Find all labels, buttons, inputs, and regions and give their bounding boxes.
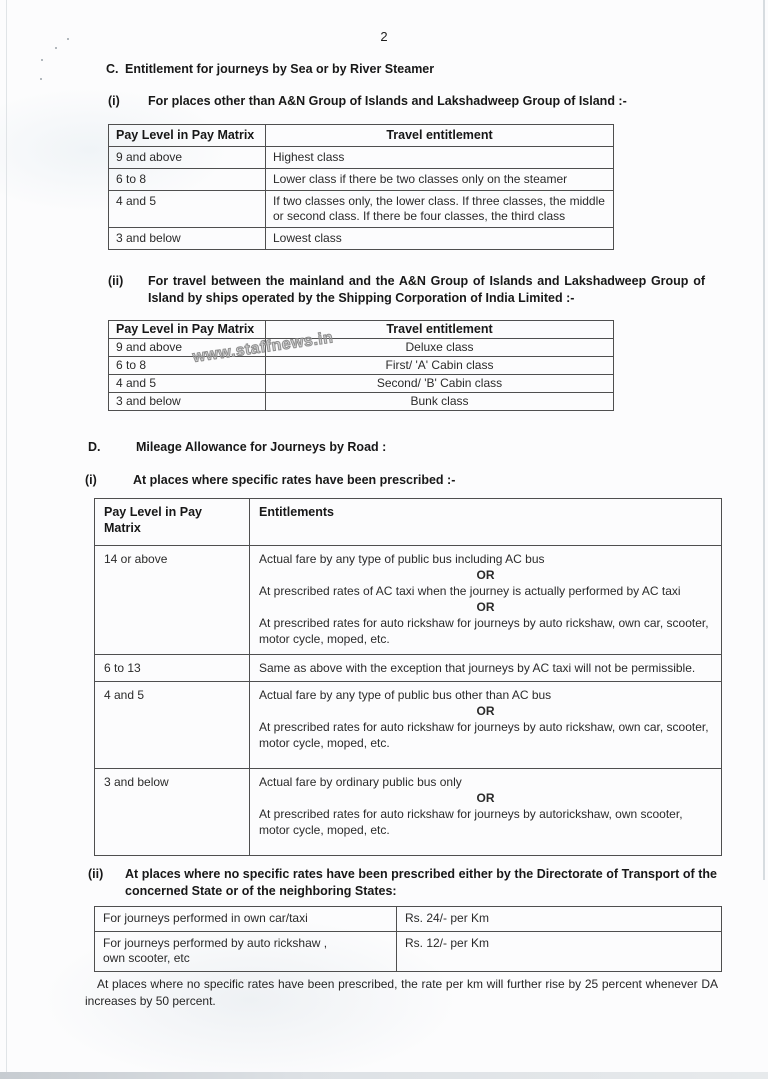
table-cell: Rs. 12/- per Km: [397, 932, 722, 972]
item-i-text: For places other than A&N Group of Islands and Lakshadweep Group of Island :-: [148, 94, 627, 108]
table-cell: 14 or above: [95, 546, 250, 655]
or-separator: OR: [476, 704, 495, 718]
table-cell: 9 and above: [109, 339, 266, 357]
section-c-title: Entitlement for journeys by Sea or by River Steamer: [125, 62, 435, 76]
entitlement-line: Actual fare by any type of public bus including AC bus: [259, 552, 545, 566]
entitlement-line: Actual fare by any type of public bus other than AC bus: [259, 688, 552, 702]
section-c-label: C.: [106, 62, 119, 76]
watermark: www.staffnews.in: [191, 329, 335, 366]
road-mileage-table: [94, 498, 722, 856]
section-d-item-ii: [88, 866, 768, 900]
section-c-heading: [106, 61, 768, 78]
table-cell: Lowest class: [266, 228, 614, 250]
table-row: [95, 682, 722, 769]
table-cell: Second/ 'B' Cabin class: [266, 375, 614, 393]
scan-speckle: [55, 47, 57, 49]
section-d-item-i: [85, 472, 768, 489]
section-c-item-ii: [108, 273, 768, 307]
item-ii-text: For travel between the mainland and the A&N Group of Islands and Lakshadweep Group of Island by ships operated by the Shipping Corporation of India Limited :-: [148, 274, 705, 305]
table-row: [109, 339, 614, 357]
item-i-label: (i): [108, 94, 120, 108]
table-row: [109, 357, 614, 375]
table-cell: 6 to 8: [109, 169, 266, 191]
item-ii-label: (ii): [88, 867, 104, 881]
table-cell: 3 and below: [95, 769, 250, 856]
table-row: [95, 655, 722, 682]
entitlement-line: Same as above with the exception that journeys by AC taxi will not be permissible.: [259, 661, 696, 675]
table-cell: 4 and 5: [109, 375, 266, 393]
table-header-row: [109, 125, 614, 147]
scan-left-edge: [6, 0, 7, 1079]
table-cell: 6 to 8: [109, 357, 266, 375]
table-row: [109, 375, 614, 393]
scan-bottom-shadow: [0, 1072, 768, 1079]
table-row: [109, 228, 614, 250]
section-c-item-i: [108, 93, 768, 110]
table-cell: [95, 932, 397, 972]
table-row: [95, 907, 722, 932]
entitlement-line: At prescribed rates for auto rickshaw for journeys by auto rickshaw, own car, scooter, motor cycle, moped, etc.: [259, 616, 709, 646]
section-d-title: Mileage Allowance for Journeys by Road :: [136, 440, 387, 454]
table-cell: [95, 907, 397, 932]
table-row: [95, 769, 722, 856]
journey-type: For journeys performed in own car/taxi: [103, 911, 308, 925]
scan-right-edge: [763, 0, 765, 880]
table-cell: Deluxe class: [266, 339, 614, 357]
table-cell: 6 to 13: [95, 655, 250, 682]
section-d-label: D.: [88, 440, 101, 454]
sea-entitlement-table: [108, 124, 614, 250]
table-header-cell: Travel entitlement: [266, 321, 614, 339]
table-header-cell: Pay Level in Pay Matrix: [109, 321, 266, 339]
item-ii-label: (ii): [108, 274, 124, 288]
table-cell: Lower class if there be two classes only on the steamer: [266, 169, 614, 191]
scan-speckle: [67, 38, 69, 40]
table-cell: First/ 'A' Cabin class: [266, 357, 614, 375]
table-header-cell: Pay Level in Pay Matrix: [95, 499, 250, 546]
table-cell: [250, 655, 722, 682]
entitlement-line: At prescribed rates for auto rickshaw for journeys by autorickshaw, own scooter, motor cycle, moped, etc.: [259, 807, 683, 837]
item-i-label: (i): [85, 473, 97, 487]
table-cell: If two classes only, the lower class. If three classes, the middle or second class. If there be four classes, the third class: [266, 191, 614, 228]
entitlement-line: At prescribed rates for auto rickshaw for journeys by auto rickshaw, own car, scooter, motor cycle, moped, etc.: [259, 720, 709, 750]
table-cell: [250, 546, 722, 655]
table-cell: 9 and above: [109, 147, 266, 169]
table-cell: Rs. 24/- per Km: [397, 907, 722, 932]
scan-speckle: [40, 78, 42, 80]
journey-type: own scooter, etc: [103, 951, 190, 965]
table-row: [109, 393, 614, 411]
table-header-cell: Travel entitlement: [266, 125, 614, 147]
table-cell: [250, 769, 722, 856]
scan-speckle: [41, 59, 43, 61]
item-i-text: At places where specific rates have been prescribed :-: [133, 473, 456, 487]
section-d-heading: [88, 439, 768, 456]
table-header-cell: Pay Level in Pay Matrix: [109, 125, 266, 147]
table-cell: Bunk class: [266, 393, 614, 411]
table-cell: [250, 682, 722, 769]
or-separator: OR: [476, 568, 495, 582]
entitlement-line: Actual fare by ordinary public bus only: [259, 775, 462, 789]
footnote: At places where no specific rates have been prescribed, the rate per km will further rise by 25 percent whenever DA increases by 50 percent.: [85, 977, 718, 1008]
journey-type: For journeys performed by auto rickshaw ,: [103, 936, 328, 950]
table-cell: 4 and 5: [95, 682, 250, 769]
table-header-row: [95, 499, 722, 546]
table-cell: 4 and 5: [109, 191, 266, 228]
table-row: [109, 169, 614, 191]
ship-entitlement-table: [108, 320, 614, 411]
or-separator: OR: [476, 600, 495, 614]
table-cell: Highest class: [266, 147, 614, 169]
table-cell: 3 and below: [109, 393, 266, 411]
item-ii-text: At places where no specific rates have been prescribed either by the Directorate of Transport of the concerned State or of the neighboring States:: [125, 867, 717, 898]
table-row: [95, 932, 722, 972]
table-row: [109, 147, 614, 169]
table-row: [95, 546, 722, 655]
unprescribed-rates-table: [94, 906, 722, 972]
or-separator: OR: [476, 791, 495, 805]
table-header-row: [109, 321, 614, 339]
page-number: 2: [380, 29, 388, 44]
table-header-cell: Entitlements: [250, 499, 722, 546]
entitlement-line: At prescribed rates of AC taxi when the journey is actually performed by AC taxi: [259, 584, 681, 598]
table-row: [109, 191, 614, 228]
table-cell: 3 and below: [109, 228, 266, 250]
